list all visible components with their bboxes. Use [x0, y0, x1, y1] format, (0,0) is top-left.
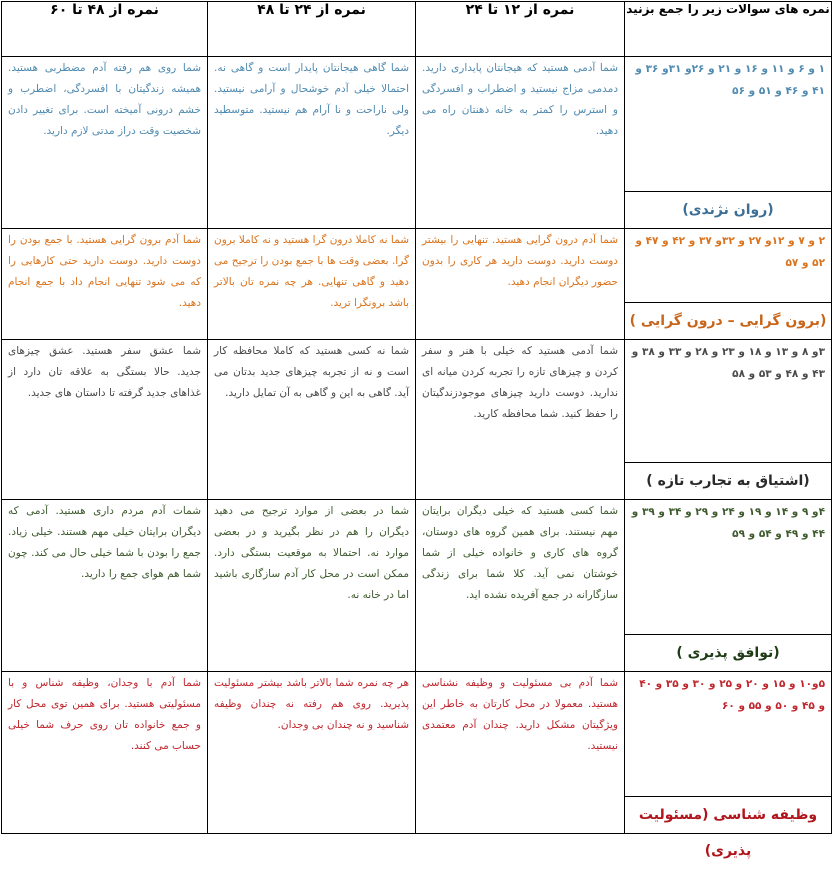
low-score-cell	[416, 57, 625, 229]
question-numbers: ۵و۱۰ و ۱۵ و ۲۰ و ۲۵ و ۳۰ و ۳۵ و ۴۰ و ۴۵ و ۵۰ و ۵۵ و ۶۰	[639, 678, 825, 712]
low-score-cell	[416, 500, 625, 672]
mid-score-text: شما گاهی هیجانتان پایدار است و گاهی نه. احتمالا خیلی آدم خوشحال و آرامی نیستید. ولی ناراحت و نا آرام هم نیستید. متوسطید دیگر.	[214, 62, 409, 137]
table-row	[2, 340, 832, 500]
mid-score-cell	[208, 229, 416, 340]
question-numbers: ۳و ۸ و ۱۳ و ۱۸ و ۲۳ و ۲۸ و ۳۳ و ۳۸ و ۴۳ و ۴۸ و ۵۳ و ۵۸	[631, 346, 825, 380]
table-row	[2, 57, 832, 229]
high-score-cell	[2, 500, 208, 672]
mid-score-cell	[208, 57, 416, 229]
high-score-cell	[2, 57, 208, 229]
header-range-48-60: نمره از ۴۸ تا ۶۰	[2, 2, 208, 57]
mid-score-text: شما نه کاملا درون گرا هستید و نه کاملا برون گرا. بعضی وقت ها با جمع بودن را ترجیح می دهید و گاهی تنهایی. هر چه نمره تان بالاتر باشد برونگرا ترید.	[214, 234, 409, 309]
mid-score-text: هر چه نمره شما بالاتر باشد بیشتر مسئولیت پذیرید. روی هم رفته نه چندان وظیفه شناسید و نه چندان بی وجدان.	[214, 677, 409, 731]
mid-score-cell	[208, 672, 416, 834]
header-questions: نمره های سوالات زیر را جمع بزنید	[625, 2, 832, 57]
mid-score-text: شما در بعضی از موارد ترجیح می دهید دیگران را هم در نظر بگیرید و در بعضی موارد نه. احتمالا به موقعیت بستگی دارد. ممکن است در محل کار آدم سازگاری باشید اما در خانه نه.	[214, 505, 409, 601]
high-score-text: شما آدم برون گرایی هستید. با جمع بودن را دوست دارید. دوست دارید حتی کارهایی را که می شود تنهایی انجام داد با جمع انجام دهید.	[8, 234, 201, 309]
high-score-cell	[2, 229, 208, 340]
low-score-text: شما آدم بی مسئولیت و وظیفه نشناسی هستید. معمولا در محل کارتان به خاطر این ویژگیتان مشکل دارید. چندان آدم معتمدی نیستید.	[422, 677, 618, 752]
questions-cell	[625, 672, 832, 859]
table-row	[2, 500, 832, 672]
question-numbers: ۲ و ۷ و ۱۲و ۲۷ و ۳۲و ۳۷ و ۴۲ و ۴۷ و ۵۲ و ۵۷	[635, 235, 825, 269]
questions-cell	[625, 57, 832, 229]
mid-score-cell	[208, 340, 416, 500]
trait-name: (توافق پذیری )	[625, 634, 831, 671]
mid-score-text: شما نه کسی هستید که کاملا محافظه کار است و نه از تجربه چیزهای جدید بدتان می آید. گاهی به این و گاهی به آن تمایل دارید.	[214, 345, 409, 399]
questions-cell	[625, 340, 832, 500]
low-score-text: شما کسی هستید که خیلی دیگران برایتان مهم نیستند. برای همین گروه های دوستان، گروه های کاری و خانواده خیلی از شما خوشتان نمی آید. کلا شما برای زندگی سازگارانه در جمع آفریده نشده اید.	[422, 505, 618, 601]
low-score-cell	[416, 672, 625, 834]
score-interpretation-table	[1, 1, 832, 859]
questions-cell	[625, 500, 832, 672]
questions-cell	[625, 229, 832, 340]
high-score-cell	[2, 340, 208, 500]
high-score-cell	[2, 672, 208, 834]
high-score-text: شما عشق سفر هستید. عشق چیزهای جدید. حالا بستگی به علاقه تان دارد از غذاهای جدید گرفته تا داستان های جدید.	[8, 345, 201, 399]
trait-name: (روان نژندی)	[625, 191, 831, 228]
low-score-text: شما آدم درون گرایی هستید. تنهایی را بیشتر دوست دارید. دوست دارید هر کاری را بدون حضور دیگران انجام دهید.	[422, 234, 618, 288]
table-row	[2, 672, 832, 834]
high-score-text: شما روی هم رفته آدم مضطربی هستید. همیشه زندگیتان با افسردگی، اضطرب و خشم درونی آمیخته است. برای تغییر دادن شخصیت وقت دراز مدتی لازم دارید.	[8, 62, 201, 137]
trait-name: (اشتیاق به تجارب تازه )	[625, 462, 831, 499]
question-numbers: ۱ و ۶ و ۱۱ و ۱۶ و ۲۱ و ۲۶و ۳۱و ۳۶ و ۴۱ و ۴۶ و ۵۱ و ۵۶	[635, 63, 825, 97]
high-score-text: شمات آدم مردم داری هستید. آدمی که دیگران برایتان خیلی مهم هستند. خیلی زیاد. جمع را بودن با شما خیلی حال می کند. چون شما هم هوای جمع را دارید.	[8, 505, 201, 580]
trait-name: (برون گرایی – درون گرایی )	[625, 302, 831, 339]
low-score-cell	[416, 340, 625, 500]
table-row	[2, 229, 832, 340]
high-score-text: شما آدم با وجدان، وظیفه شناس و با مسئولیتی هستید. برای همین توی محل کار و جمع خانواده تان روی حرف شما خیلی حساب می کنند.	[8, 677, 201, 752]
low-score-text: شما آدمی هستید که خیلی با هنر و سفر کردن و چیزهای تازه را تجربه کردن میانه ای ندارید. دوست دارید چیزهای موجودزندگیتان را حفظ کنید. شما محافظه کارید.	[422, 345, 618, 420]
mid-score-cell	[208, 500, 416, 672]
trait-name: وظیفه شناسی (مسئولیت پذیری)	[625, 796, 831, 833]
header-range-24-48: نمره از ۲۴ تا ۴۸	[208, 2, 416, 57]
low-score-text: شما آدمی هستید که هیجانتان پایداری دارید. دمدمی مزاج نیستید و اضطراب و افسردگی و استرس را کمتر به خانه ذهنتان راه می دهید.	[422, 62, 618, 137]
header-range-12-24: نمره از ۱۲ تا ۲۴	[416, 2, 625, 57]
low-score-cell	[416, 229, 625, 340]
header-row	[2, 2, 832, 57]
question-numbers: ۴و ۹ و ۱۴ و ۱۹ و ۲۴ و ۲۹ و ۳۴ و ۳۹ و ۴۴ و ۴۹ و ۵۴ و ۵۹	[631, 506, 825, 540]
